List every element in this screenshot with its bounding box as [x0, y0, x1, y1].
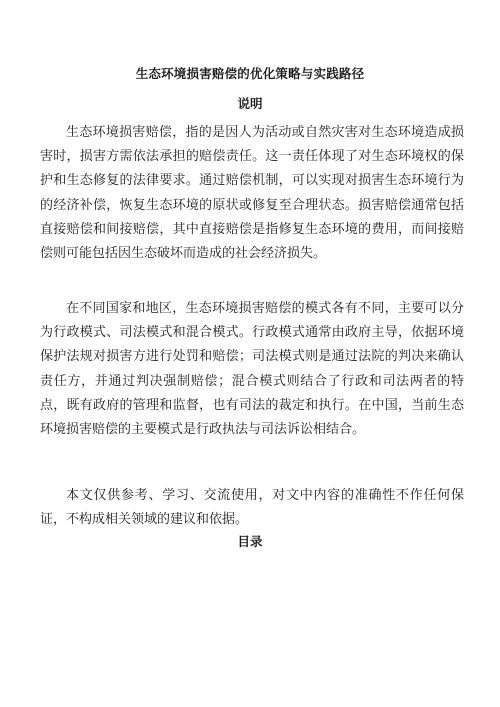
disclaimer-paragraph: 本文仅供参考、学习、交流使用，对文中内容的准确性不作任何保证，不构成相关领域的建议和依据。	[40, 488, 464, 528]
section-heading: 说明	[237, 96, 263, 111]
body-paragraph: 生态环境损害赔偿，指的是因人为活动或自然灾害对生态环境造成损害时，损害方需依法承担的赔偿责任。这一责任体现了对生态环境权的保护和生态修复的法律要求。通过赔偿机制，可以实现对损害生态环境行为的经济补偿，恢复生态环境的原状或修复至合理状态。损害赔偿通常包括直接赔偿和间接赔偿，其中直接赔偿是指修复生态环境的费用，而间接赔偿则可能包括因生态破坏而造成的社会经济损失。	[40, 125, 464, 262]
body-paragraph: 在不同国家和地区，生态环境损害赔偿的模式各有不同，主要可以分为行政模式、司法模式和混合模式。行政模式通常由政府主导，依据环境保护法规对损害方进行处罚和赔偿；司法模式则是通过法院的判决来确认责任方，并通过判决强制赔偿；混合模式则结合了行政和司法两者的特点，既有政府的管理和监督，也有司法的裁定和执行。在中国，当前生态环境损害赔偿的主要模式是行政执法与司法诉讼相结合。	[40, 301, 464, 438]
toc-heading: 目录	[237, 534, 263, 549]
document-title: 生态环境损害赔偿的优化策略与实践路径	[135, 66, 365, 81]
